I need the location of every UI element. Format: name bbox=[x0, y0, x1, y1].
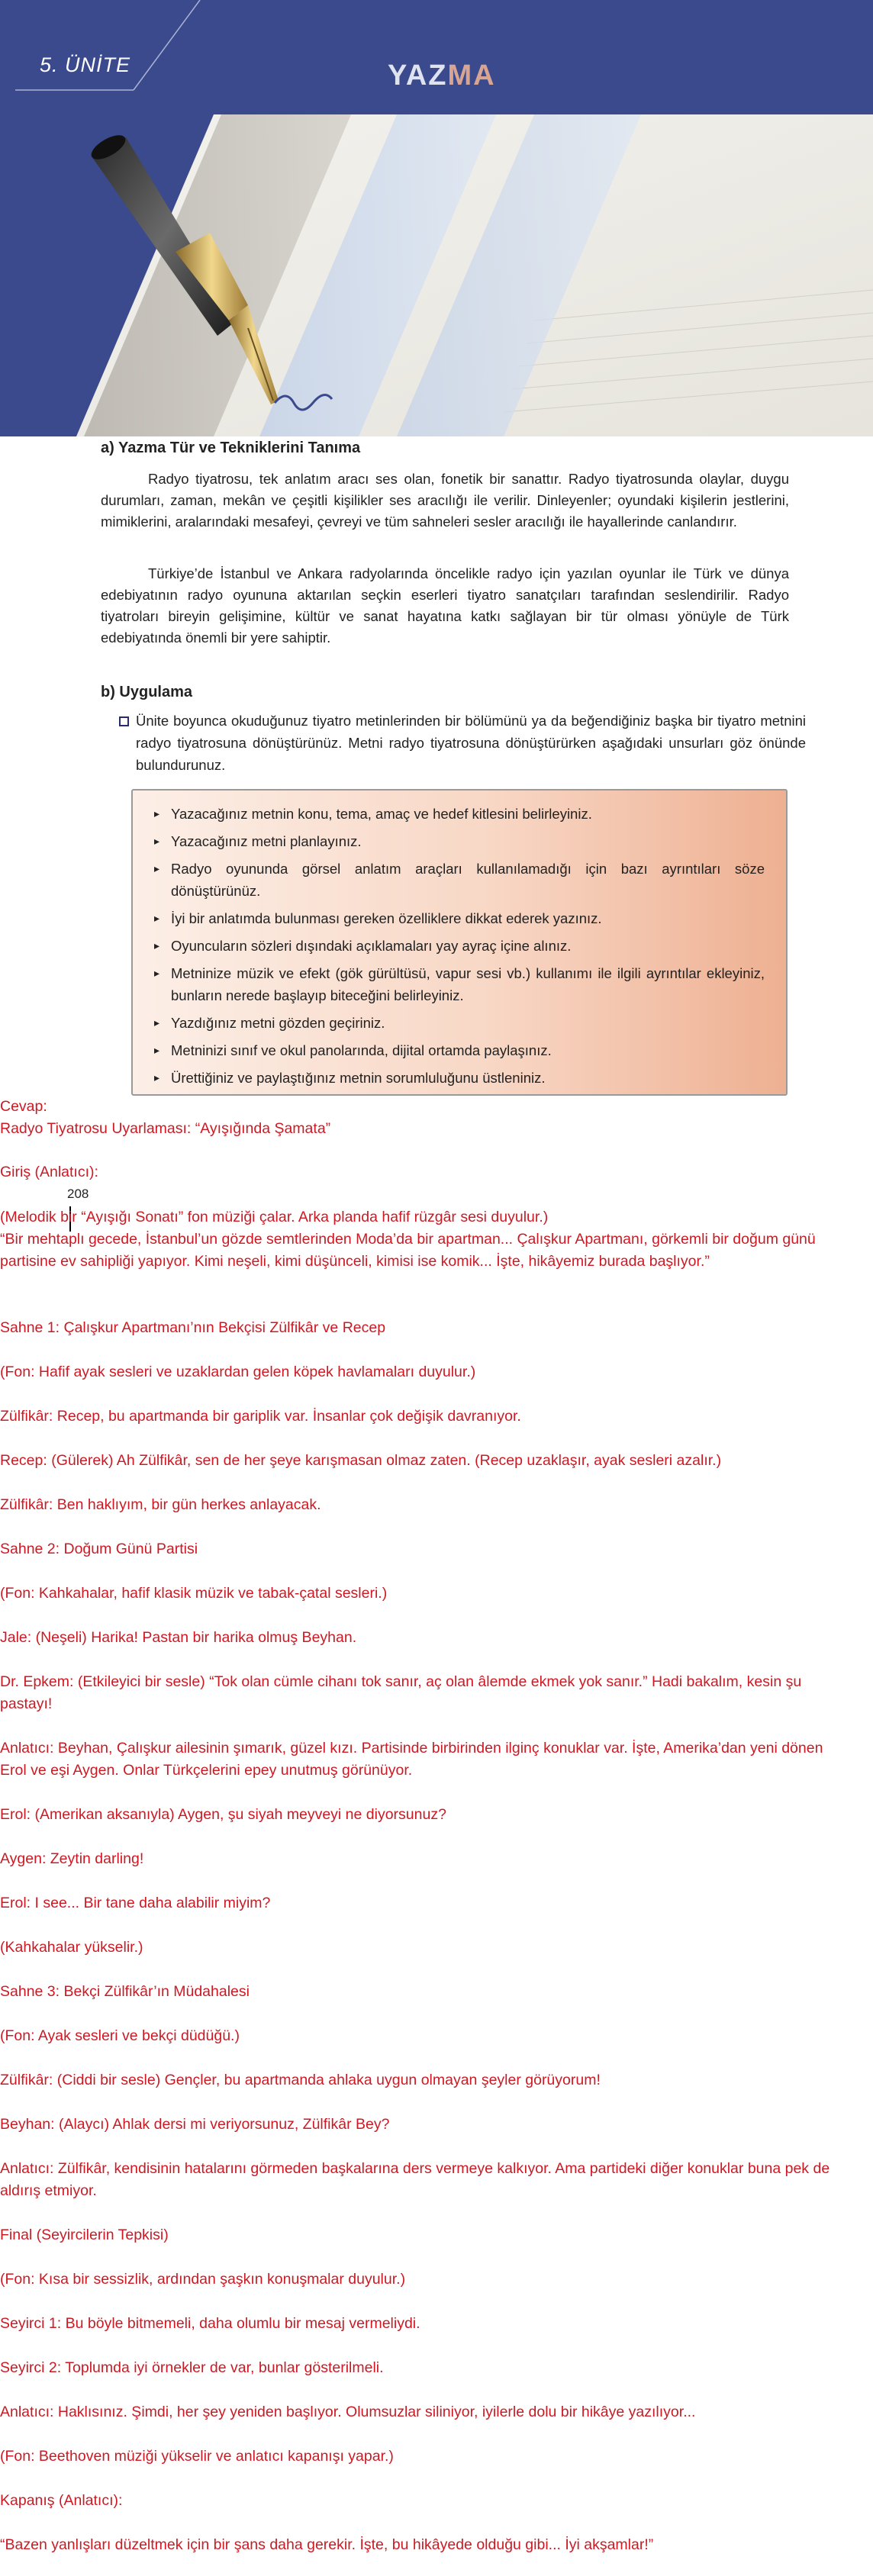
checklist-box bbox=[131, 789, 788, 1096]
script-line: (Melodik bir “Ayışığı Sonatı” fon müziği çalar. Arka planda hafif rüzgâr sesi duyulur.) bbox=[0, 1209, 549, 1225]
triangle-bullet-icon: ▸ bbox=[154, 967, 160, 979]
script-line: Erol: I see... Bir tane daha alabilir miyim? bbox=[0, 1895, 271, 1911]
triangle-bullet-icon: ▸ bbox=[154, 862, 160, 874]
section-b-bullet-text: Ünite boyunca okuduğunuz tiyatro metinlerinden bir bölümünü ya da beğendiğiniz başka bir tiyatro metnini radyo tiyatrosuna dönüştürünüz. Metni radyo tiyatrosuna dönüştürürken aşağıdaki unsurları göz önünde bulundurunuz. bbox=[136, 713, 806, 773]
script-line: Giriş (Anlatıcı): bbox=[0, 1164, 98, 1180]
script-line: (Fon: Beethoven müziği yükselir ve anlatıcı kapanışı yapar.) bbox=[0, 2448, 394, 2465]
script-line: Aygen: Zeytin darling! bbox=[0, 1850, 144, 1867]
page-number: 208 bbox=[67, 1187, 89, 1201]
triangle-bullet-icon: ▸ bbox=[154, 912, 160, 924]
script-line: (Fon: Kısa bir sessizlik, ardından şaşkın konuşmalar duyulur.) bbox=[0, 2271, 406, 2288]
script-line: Anlatıcı: Haklısınız. Şimdi, her şey yeniden başlıyor. Olumsuzlar siliniyor, iyilerle dolu bir hikâye yazılıyor... bbox=[0, 2404, 696, 2420]
triangle-bullet-icon: ▸ bbox=[154, 1016, 160, 1029]
checklist-item: ▸ Metninizi sınıf ve okul panolarında, dijital ortamda paylaşınız. bbox=[154, 1039, 765, 1061]
script-line: (Kahkahalar yükselir.) bbox=[0, 1939, 143, 1956]
section-b-heading: b) Uygulama bbox=[101, 684, 193, 700]
section-a-paragraph-2: Türkiye’de İstanbul ve Ankara radyolarında öncelikle radyo için yazılan oyunlar ile Türk ve dünya edebiyatının radyo oyununa aktarılan seçkin eserleri tiyatro sanatçıları tarafından seslendirilir. Radyo tiyatroları bireyin gelişimine, kültür ve sanat hayatına katkı sağlayan bir tür olması yönüyle de Türk edebiyatında önemli bir yere sahiptir. bbox=[101, 565, 789, 646]
script-line: Anlatıcı: Beyhan, Çalışkur ailesinin şımarık, güzel kızı. Partisinde birbirinden ilginç konuklar var. İşte, Amerika’dan yeni dönen Erol ve eşi Aygen. Onlar Türkçelerini epey unutmuş görünüyor. bbox=[0, 1740, 823, 1779]
script-line: Seyirci 2: Toplumda iyi örnekler de var, bunlar gösterilmeli. bbox=[0, 2359, 384, 2376]
unit-banner bbox=[0, 0, 873, 436]
checklist-item: ▸ Yazacağınız metni planlayınız. bbox=[154, 830, 765, 852]
unit-label: 5. ÜNİTE bbox=[40, 53, 131, 76]
script-line: Dr. Epkem: (Etkileyici bir sesle) “Tok olan cümle cihanı tok sanır, aç olan âlemde ekmek yok sanır.” Hadi bakalım, kesin şu pastayı! bbox=[0, 1673, 802, 1712]
script-line: (Fon: Ayak sesleri ve bekçi düdüğü.) bbox=[0, 2027, 240, 2044]
checklist-item: ▸ Radyo oyununda görsel anlatım araçları kullanılamadığı için bazı ayrıntıları söze dönüştürünüz. bbox=[154, 858, 765, 902]
script-line: Final (Seyircilerin Tepkisi) bbox=[0, 2227, 169, 2243]
checklist-item: ▸ Ürettiğiniz ve paylaştığınız metnin sorumluluğunu üstleniniz. bbox=[154, 1067, 765, 1089]
checklist-item: ▸ Oyuncuların sözleri dışındaki açıklamaları yay ayraç içine alınız. bbox=[154, 935, 765, 957]
script-line: “Bazen yanlışları düzeltmek için bir şans daha gerekir. İşte, bu hikâyede olduğu gibi... İyi akşamlar!” bbox=[0, 2536, 654, 2553]
script-line: Sahne 1: Çalışkur Apartmanı’nın Bekçisi Zülfikâr ve Recep bbox=[0, 1319, 386, 1336]
script-line: “Bir mehtaplı gecede, İstanbul’un gözde semtlerinden Moda’da bir apartman... Çalışkur Apartmanı, görkemli bir doğum günü partisine ev sahipliği yapıyor. Kimi neşeli, kimi düşünceli, kimisi ise komik... İşte, hikâyemiz burada başlıyor.” bbox=[0, 1231, 816, 1270]
checklist-item: ▸ İyi bir anlatımda bulunması gereken özelliklere dikkat ederek yazınız. bbox=[154, 907, 765, 929]
checklist-item: ▸ Metninize müzik ve efekt (gök gürültüsü, vapur sesi vb.) kullanımı ile ilgili ayrıntılar ekleyiniz, bunların nerede başlayıp biteceğini belirleyiniz. bbox=[154, 962, 765, 1006]
checklist-item: ▸ Yazacağınız metnin konu, tema, amaç ve hedef kitlesini belirleyiniz. bbox=[154, 803, 765, 825]
script-line: Kapanış (Anlatıcı): bbox=[0, 2492, 123, 2509]
script-line: (Fon: Hafif ayak sesleri ve uzaklardan gelen köpek havlamaları duyulur.) bbox=[0, 1364, 476, 1380]
triangle-bullet-icon: ▸ bbox=[154, 807, 160, 819]
script-line: Sahne 2: Doğum Günü Partisi bbox=[0, 1541, 198, 1557]
checklist bbox=[154, 803, 765, 1089]
script-line: Recep: (Gülerek) Ah Zülfikâr, sen de her şeye karışmasan olmaz zaten. (Recep uzaklaşır, ayak sesleri azalır.) bbox=[0, 1452, 722, 1469]
section-title bbox=[388, 60, 496, 92]
checklist-item: ▸ Yazdığınız metni gözden geçiriniz. bbox=[154, 1012, 765, 1034]
script-line: Jale: (Neşeli) Harika! Pastan bir harika olmuş Beyhan. bbox=[0, 1629, 357, 1646]
section-title-part1: YAZ bbox=[388, 60, 448, 92]
script-line: Zülfikâr: (Ciddi bir sesle) Gençler, bu apartmanda ahlaka uygun olmayan şeyler görüyorum! bbox=[0, 2072, 601, 2088]
triangle-bullet-icon: ▸ bbox=[154, 1071, 160, 1084]
triangle-bullet-icon: ▸ bbox=[154, 1044, 160, 1056]
play-title: Radyo Tiyatrosu Uyarlaması: “Ayışığında Şamata” bbox=[0, 1120, 331, 1137]
script-line: Zülfikâr: Ben haklıyım, bir gün herkes anlayacak. bbox=[0, 1496, 321, 1513]
script-line: Zülfikâr: Recep, bu apartmanda bir gariplik var. İnsanlar çok değişik davranıyor. bbox=[0, 1408, 521, 1425]
script-line: Beyhan: (Alaycı) Ahlak dersi mi veriyorsunuz, Zülfikâr Bey? bbox=[0, 2116, 390, 2133]
answer-label: Cevap: bbox=[0, 1098, 47, 1115]
script-line: Seyirci 1: Bu böyle bitmemeli, daha olumlu bir mesaj vermeliydi. bbox=[0, 2315, 420, 2332]
script-line: Anlatıcı: Zülfikâr, kendisinin hatalarını görmeden başkalarına ders vermeye kalkıyor. Ama partideki diğer konuklar buna pek de aldırış etmiyor. bbox=[0, 2160, 830, 2199]
triangle-bullet-icon: ▸ bbox=[154, 939, 160, 952]
script-line: (Fon: Kahkahalar, hafif klasik müzik ve tabak-çatal sesleri.) bbox=[0, 1585, 388, 1602]
square-bullet-icon bbox=[119, 716, 129, 726]
section-a-heading: a) Yazma Tür ve Tekniklerini Tanıma bbox=[101, 440, 361, 456]
section-a-paragraph-1: Radyo tiyatrosu, tek anlatım aracı ses olan, fonetik bir sanattır. Radyo tiyatrosunda olaylar, duygu durumları, zaman, mekân ve çeşitli kişilikler ses aracılığı ile verilir. Dinleyenler; oyundaki kişilerin jestlerini, mimiklerini, aralarındaki mesafeyi, çevreyi ve tüm sahneleri sesler aracılığı ile hayallerinde canlandırır. bbox=[101, 471, 789, 530]
section-b-bullet bbox=[119, 710, 806, 776]
triangle-bullet-icon: ▸ bbox=[154, 835, 160, 847]
script-line: Erol: (Amerikan aksanıyla) Aygen, şu siyah meyveyi ne diyorsunuz? bbox=[0, 1806, 446, 1823]
script-line: Sahne 3: Bekçi Zülfikâr’ın Müdahalesi bbox=[0, 1983, 250, 2000]
section-title-part2: MA bbox=[447, 60, 496, 92]
